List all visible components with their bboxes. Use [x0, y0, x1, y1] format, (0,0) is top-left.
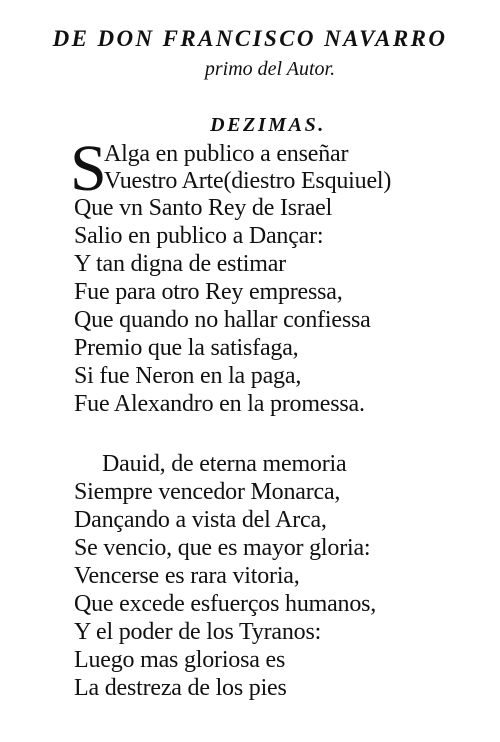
- verse-line: Siempre vencedor Monarca,: [74, 479, 341, 505]
- drop-cap-letter: S: [70, 132, 107, 205]
- verse-line: Salio en publico a Dançar:: [74, 223, 324, 249]
- poem-form-heading: DEZIMAS.: [210, 114, 326, 136]
- relation-subheading: primo del Autor.: [204, 58, 336, 80]
- verse-line: Y el poder de los Tyranos:: [74, 619, 322, 645]
- verse-line: Vencerse es rara vitoria,: [74, 563, 300, 589]
- verse-line: La destreza de los pies: [74, 675, 287, 701]
- verse-line: Si fue Neron en la paga,: [74, 363, 302, 389]
- verse-line: Y tan digna de estimar: [74, 251, 286, 277]
- verse-line: Vuestro Arte(diestro Esquiuel): [104, 168, 392, 194]
- verse-line: Fue para otro Rey empressa,: [74, 279, 343, 305]
- verse-line: Que quando no hallar confiessa: [74, 307, 371, 333]
- verse-line: Se vencio, que es mayor gloria:: [74, 535, 371, 561]
- verse-line: Premio que la satisfaga,: [74, 335, 299, 361]
- verse-line: Dauid, de eterna memoria: [102, 451, 347, 477]
- verse-line: Fue Alexandro en la promessa.: [74, 391, 365, 417]
- verse-line: Dançando a vista del Arca,: [74, 507, 327, 533]
- verse-line: Luego mas gloriosa es: [74, 647, 286, 673]
- verse-line: Que vn Santo Rey de Israel: [74, 195, 333, 221]
- verse-line: Alga en publico a enseñar: [104, 141, 349, 167]
- dedication-heading: DE DON FRANCISCO NAVARRO: [52, 26, 448, 51]
- verse-line: Que excede esfuerços humanos,: [74, 591, 377, 617]
